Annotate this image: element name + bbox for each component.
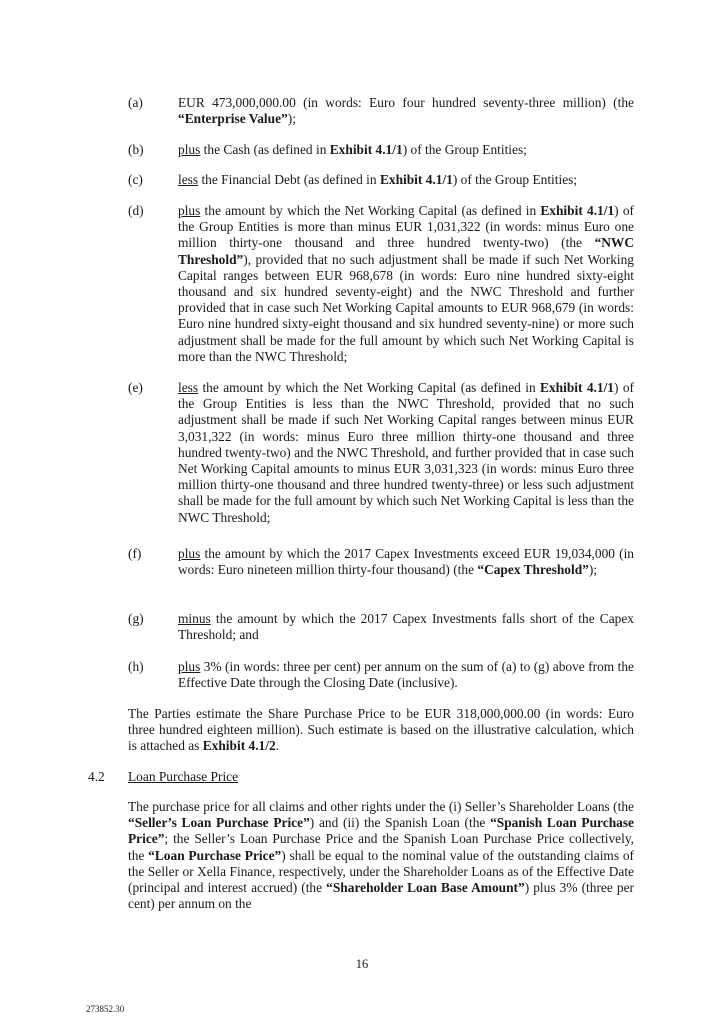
clause-label: (e): [128, 380, 143, 395]
document-id: 273852.30: [86, 1004, 125, 1014]
text-segment: );: [287, 111, 296, 127]
text-segment: EUR 473,000,000.00 (in words: Euro four hundred seventy-three million) (the: [178, 95, 634, 110]
section-number: 4.2: [88, 769, 105, 784]
text-segment: .: [275, 738, 280, 754]
text-segment: the Financial Debt (as defined in: [198, 172, 380, 187]
clause-text: [178, 203, 634, 365]
clause-text: [178, 95, 634, 127]
text-segment: the amount by which the Net Working Capital (as defined in: [200, 203, 541, 218]
clause-label: (c): [128, 172, 143, 187]
underlined-operator: less: [178, 380, 199, 395]
text-segment: );: [588, 562, 598, 578]
text-segment: ) and (ii) the Spanish Loan (the: [309, 815, 491, 831]
text-segment: ) of the Group Entities is less than the NWC Threshold, provided that no such adjustment shall be made if such Net Working Capital ranges between minus EUR 3,031,322 (in words: minus Euro three million thirty-one thousand and three hundred twenty-two) and the NWC Threshold, and further provided that in case such Net Working Capital amounts to minus EUR 3,031,323 (in words: minus Euro three million thirty-one thousand and three hundred twenty-three) or less such adjustment shall be made for the full amount by which such Net Working Capital is less than the NWC Threshold;: [178, 380, 634, 525]
clause-label: (f): [128, 546, 142, 561]
defined-term: Exhibit 4.1/1: [379, 172, 453, 187]
underlined-operator: plus: [178, 546, 201, 561]
estimate-paragraph: [128, 706, 634, 755]
text-segment: ) of the Group Entities;: [402, 142, 527, 157]
text-segment: the Cash (as defined in: [200, 142, 330, 157]
text-segment: the amount by which the Net Working Capital (as defined in: [198, 380, 541, 395]
clause-text: [178, 659, 634, 691]
text-segment: the amount by which the 2017 Capex Investments falls short of the Capex Threshold; and: [178, 611, 634, 643]
clause-text: [178, 142, 634, 158]
clause-label: (d): [128, 203, 144, 218]
clause-label: (b): [128, 142, 144, 157]
text-segment: ; the Seller’s Loan Purchase Price and the Spanish Loan Purchase Price collectively, the: [128, 831, 634, 863]
text-segment: the amount by which the 2017 Capex Investments exceed EUR 19,034,000 (in words: Euro nineteen million thirty-four thousand) (the: [178, 546, 634, 578]
defined-term: “Shareholder Loan Base Amount”: [326, 880, 525, 896]
underlined-operator: minus: [178, 611, 211, 626]
defined-term: “Enterprise Value”: [178, 111, 288, 127]
defined-term: “Capex Threshold”: [477, 562, 589, 578]
text-segment: The Parties estimate the Share Purchase Price to be EUR 318,000,000.00 (in words: Euro three hundred eighteen million). Such estimate is based on the illustrative calculation, which is attached as: [128, 706, 634, 754]
text-segment: The purchase price for all claims and other rights under the (i) Seller’s Shareholder Loans (the: [128, 799, 634, 814]
clause-label: (h): [128, 659, 144, 674]
defined-term: “NWC Threshold”: [178, 235, 634, 267]
clause-text: [178, 546, 634, 578]
defined-term: Exhibit 4.1/2: [202, 738, 276, 754]
section-title: Loan Purchase Price: [128, 769, 239, 784]
underlined-operator: plus: [178, 203, 201, 218]
text-segment: ) of the Group Entities;: [452, 172, 578, 187]
clause-text: [178, 380, 634, 526]
defined-term: “Seller’s Loan Purchase Price”: [128, 815, 310, 831]
defined-term: Exhibit 4.1/1: [329, 142, 403, 157]
underlined-operator: less: [178, 172, 199, 187]
text-segment: ) plus 3% (three per cent) per annum on the: [128, 880, 634, 912]
loan-purchase-paragraph: [128, 799, 634, 912]
text-segment: ) shall be equal to the nominal value of the outstanding claims of the Seller or Xella Finance, respectively, under the Shareholder Loans as of the Effective Date (principal and interest accrued) (the: [128, 847, 634, 896]
defined-term: Exhibit 4.1/1: [540, 203, 615, 218]
defined-term: “Spanish Loan Purchase Price”: [128, 815, 634, 847]
clause-label: (g): [128, 611, 144, 626]
underlined-operator: plus: [178, 659, 201, 674]
defined-term: “Loan Purchase Price”: [148, 847, 282, 863]
text-segment: 3% (in words: three per cent) per annum on the sum of (a) to (g) above from the Effective Date through the Closing Date (inclusive).: [178, 659, 634, 691]
clause-label: (a): [128, 95, 143, 110]
text-segment: ), provided that no such adjustment shall be made if such Net Working Capital ranges between EUR 968,678 (in words: Euro nine hundred sixty-eight thousand and six hundred seventy-eight) and the NWC Threshold and further provided that in case such Net Working Capital amounts to EUR 968,679 (in words: Euro nine hundred sixty-eight thousand and six hundred seventy-nine) or more such adjustment shall be made for the full amount by which such Net Working Capital is more than the NWC Threshold;: [178, 251, 634, 364]
clause-text: [178, 172, 634, 188]
page-number: 16: [355, 957, 369, 971]
defined-term: Exhibit 4.1/1: [540, 380, 614, 395]
underlined-operator: plus: [178, 142, 201, 157]
text-segment: ) of the Group Entities is more than minus EUR 1,031,322 (in words: minus Euro one million thirty-one thousand and three hundred twenty-two) (the: [178, 203, 634, 251]
clause-text: [178, 611, 634, 643]
